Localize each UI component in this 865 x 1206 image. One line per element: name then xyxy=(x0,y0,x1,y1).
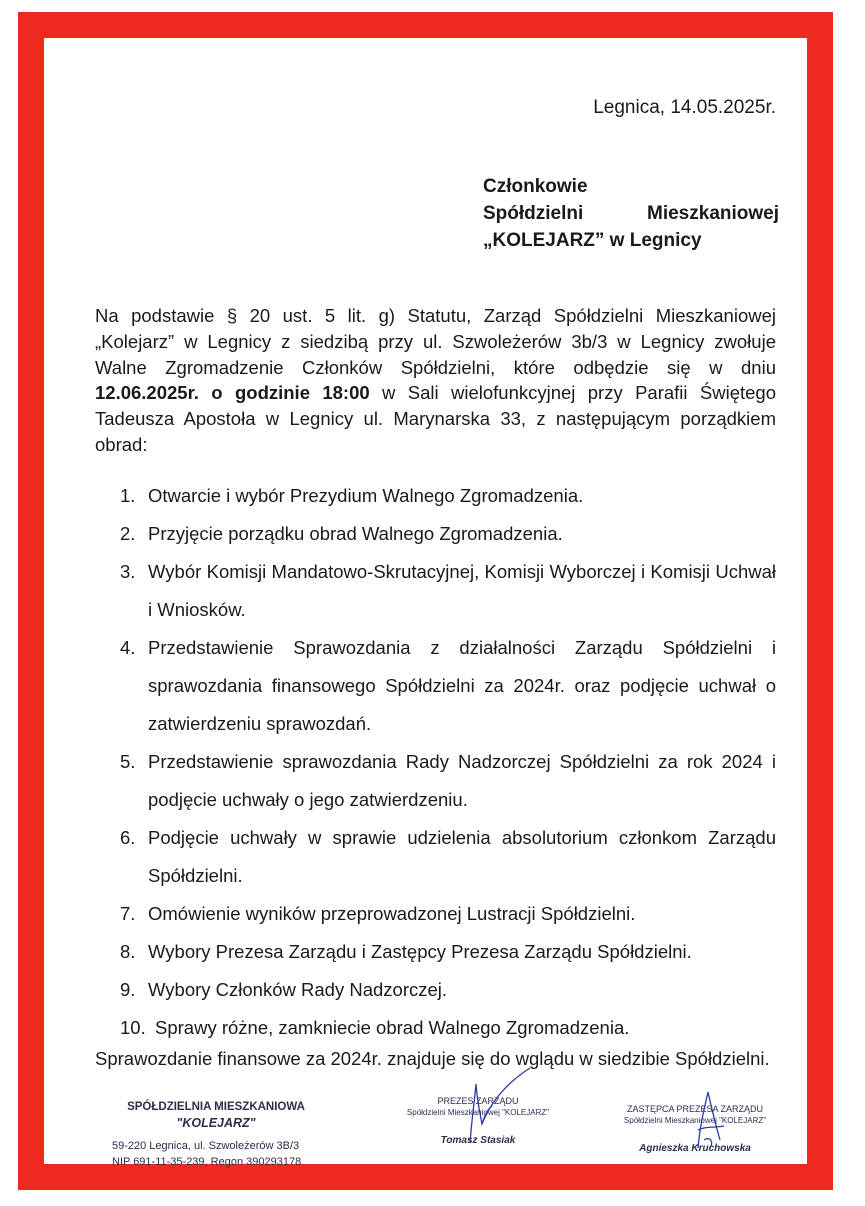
cooperative-stamp xyxy=(112,1099,320,1170)
closing-paragraph: Sprawozdanie finansowe za 2024r. znajduje się do wglądu w siedzibie Spółdzielni. xyxy=(95,1048,770,1069)
stamp-name: "KOLEJARZ" xyxy=(176,1116,256,1130)
handwritten-signature-2 xyxy=(690,1090,730,1152)
agenda-item: 6. Podjęcie uchwały w sprawie udzielenia absolutorium członkom Zarządu Spółdzielni. xyxy=(120,827,776,886)
stamp-address: 59-220 Legnica, ul. Szwoleżerów 3B/3 xyxy=(112,1140,300,1152)
agenda-item: 3. Wybór Komisji Mandatowo-Skrutacyjnej, Komisji Wyborczej i Komisji Uchwał i Wniosków. xyxy=(120,561,776,620)
addressee-line-2: Spółdzielni Mieszkaniowej xyxy=(483,203,779,224)
intro-text-2: w Sali wielofunkcyjnej przy Parafii Świętego Tadeusza Apostoła w Legnicy ul. Marynarska 33, z następującym porządkiem obrad: xyxy=(95,382,776,455)
agenda-item: 8. Wybory Prezesa Zarządu i Zastępcy Prezesa Zarządu Spółdzielni. xyxy=(120,941,692,962)
signature-org: Spółdzielni Mieszkaniowej "KOLEJARZ" xyxy=(406,1108,550,1117)
agenda-item: 5. Przedstawienie sprawozdania Rady Nadzorczej Spółdzielni za rok 2024 i podjęcie uchwały o jego zatwierdzeniu. xyxy=(120,751,776,810)
agenda-item: 9. Wybory Członków Rady Nadzorczej. xyxy=(120,979,448,1000)
agenda-item: 10. Sprawy różne, zamkniecie obrad Walnego Zgromadzenia. xyxy=(120,1017,630,1038)
handwritten-signature-1 xyxy=(430,1064,540,1144)
signature-role: ZASTĘPCA PREZESA ZARZĄDU xyxy=(626,1104,764,1114)
agenda-item: 7. Omówienie wyników przeprowadzonej Lustracji Spółdzielni. xyxy=(120,903,636,924)
addressee-line-1: Członkowie xyxy=(483,176,588,197)
agenda-item: 4. Przedstawienie Sprawozdania z działalności Zarządu Spółdzielni i sprawozdania finansowego Spółdzielni za 2024r. oraz podjęcie uchwał o zatwierdzeniu sprawozdań. xyxy=(120,637,776,734)
addressee-block xyxy=(483,173,779,254)
stamp-org: SPÓŁDZIELNIA MIESZKANIOWA xyxy=(127,1101,305,1113)
meeting-time: o godzinie 18:00 xyxy=(211,382,370,404)
signature-org: Spółdzielni Mieszkaniowej "KOLEJARZ" xyxy=(623,1116,767,1125)
intro-text-1: Na podstawie § 20 ust. 5 lit. g) Statutu, Zarząd Spółdzielni Mieszkaniowej „Kolejarz” w Legnicy z siedzibą przy ul. Szwoleżerów 3b/3 w Legnicy zwołuje Walne Zgromadzenie Członków Spółdzielni, które odbędzie się w dniu xyxy=(95,305,776,378)
addressee-line-3: „KOLEJARZ” w Legnicy xyxy=(483,230,702,251)
signature-role: PREZES ZARZĄDU xyxy=(437,1096,519,1106)
agenda-item: 2. Przyjęcie porządku obrad Walnego Zgromadzenia. xyxy=(120,523,563,544)
meeting-date: 12.06.2025r. xyxy=(95,382,199,404)
stamp-ids: NIP 691-11-35-239, Regon 390293178 xyxy=(112,1156,302,1168)
document-date: Legnica, 14.05.2025r. xyxy=(593,97,776,118)
agenda-list xyxy=(100,477,776,1047)
signature-person: Agnieszka Kruchowska xyxy=(639,1143,751,1154)
intro-paragraph xyxy=(95,303,776,458)
agenda-item: 1. Otwarcie i wybór Prezydium Walnego Zgromadzenia. xyxy=(120,485,584,506)
signature-person: Tomasz Stasiak xyxy=(440,1135,516,1146)
